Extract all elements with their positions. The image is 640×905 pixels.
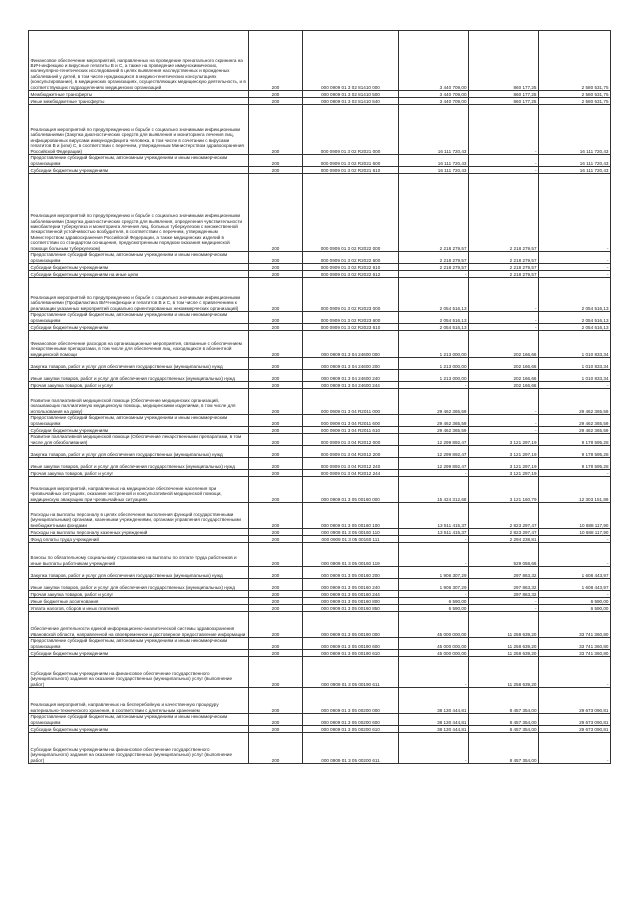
table-row — [29, 657, 611, 688]
cell-line-code: 200 — [249, 503, 303, 529]
cell-budget-code: 000 0909 01 3 05 00160 100 — [303, 503, 399, 529]
cell-approved: 2 218 279,57 — [399, 252, 469, 264]
cell-unexecuted: 1 010 833,34 — [539, 358, 611, 370]
cell-executed: 8 457 354,00 — [469, 733, 539, 764]
cell-line-code: 200 — [249, 458, 303, 470]
cell-line-code: 200 — [249, 733, 303, 764]
table-row — [29, 389, 611, 415]
cell-approved: 38 130 444,81 — [399, 714, 469, 726]
cell-budget-code: 000 0909 01 3 02 R2022 000 — [303, 174, 399, 252]
cell-executed: 8 457 354,00 — [469, 688, 539, 714]
cell-name: Субсидии бюджетным учреждениям — [29, 264, 249, 271]
cell-line-code: 200 — [249, 714, 303, 726]
table-row — [29, 591, 611, 598]
cell-approved: 1 213 000,00 — [399, 358, 469, 370]
cell-executed: 202 166,66 — [469, 358, 539, 370]
cell-name: Взносы по обязательному социальному страхованию на выплаты по оплате труда работников и иные выплаты работникам учреждений — [29, 543, 249, 567]
table-row — [29, 536, 611, 543]
cell-budget-code: 000 0909 01 3 05 00160 800 — [303, 598, 399, 605]
table-row — [29, 98, 611, 105]
cell-unexecuted: 1 010 833,34 — [539, 370, 611, 382]
cell-executed: 202 166,66 — [469, 382, 539, 389]
cell-name: Реализация мероприятий по предупреждению и борьбе с социально значимыми инфекционными заболеваниями (Закупка диагностических средств для выявления и мониторинга лечения лиц, инфицированных вирусами иммунодефицита человека, в том числе в сочетании с вирусами гепатитов В и (или) С, в соответствии с перечнем, утвержденным Министерством здравоохранения Российской Федерации) — [29, 105, 249, 155]
table-row — [29, 543, 611, 567]
cell-name: Иные закупки товаров, работ и услуг для обеспечения государственных (муниципальных) нужд — [29, 458, 249, 470]
cell-approved: 12 299 892,47 — [399, 446, 469, 458]
cell-name: Развитие паллиативной медицинской помощи (Обеспечение лекарственными препаратами, в том числе для обезболивания) — [29, 434, 249, 446]
cell-line-code: 200 — [249, 174, 303, 252]
cell-line-code: 200 — [249, 612, 303, 638]
cell-line-code: 200 — [249, 650, 303, 657]
cell-unexecuted: 6 590,00 — [539, 605, 611, 612]
cell-approved: - — [399, 591, 469, 598]
cell-unexecuted: 9 178 595,28 — [539, 434, 611, 446]
budget-table-body — [29, 31, 611, 764]
cell-unexecuted: - — [539, 382, 611, 389]
cell-name: Закупка товаров, работ и услуг для обеспечения государственных (муниципальных) нужд — [29, 358, 249, 370]
cell-budget-code: 000 0909 01 3 02 R2023 000 — [303, 278, 399, 312]
cell-budget-code: 000 0909 01 3 05 00160 110 — [303, 529, 399, 536]
cell-executed: - — [469, 105, 539, 155]
cell-name: Предоставление субсидий бюджетным, автономным учреждениям и иным некоммерческим организациям — [29, 155, 249, 167]
table-row — [29, 733, 611, 764]
table-row — [29, 427, 611, 434]
cell-budget-code: 000 0909 01 3 05 00160 244 — [303, 591, 399, 598]
cell-line-code: 200 — [249, 312, 303, 324]
cell-budget-code: 000 0909 01 3 04 R2011 000 — [303, 389, 399, 415]
table-row — [29, 358, 611, 370]
cell-unexecuted: - — [539, 271, 611, 278]
table-row — [29, 31, 611, 91]
cell-budget-code: 000 0909 01 3 04 24600 240 — [303, 370, 399, 382]
cell-budget-code: 000 0909 01 3 05 00190 610 — [303, 650, 399, 657]
table-row — [29, 726, 611, 733]
cell-unexecuted: 29 673 090,81 — [539, 714, 611, 726]
cell-name: Субсидии бюджетным учреждениям — [29, 650, 249, 657]
cell-approved: 38 130 444,81 — [399, 726, 469, 733]
table-row — [29, 714, 611, 726]
cell-unexecuted: 1 608 443,97 — [539, 567, 611, 579]
cell-approved: - — [399, 271, 469, 278]
cell-executed: 2 823 297,47 — [469, 529, 539, 536]
cell-line-code: 200 — [249, 389, 303, 415]
cell-name: Предоставление субсидий бюджетным, автономным учреждениям и иным некоммерческим организациям — [29, 312, 249, 324]
cell-executed: 11 258 639,20 — [469, 657, 539, 688]
cell-unexecuted: 2 580 531,75 — [539, 91, 611, 98]
cell-approved: 45 000 000,00 — [399, 638, 469, 650]
table-row — [29, 312, 611, 324]
cell-executed: 202 166,66 — [469, 331, 539, 358]
cell-line-code: 200 — [249, 536, 303, 543]
cell-line-code: 200 — [249, 31, 303, 91]
cell-executed: 860 177,25 — [469, 98, 539, 105]
table-row — [29, 174, 611, 252]
cell-executed: 860 177,25 — [469, 91, 539, 98]
cell-line-code: 200 — [249, 358, 303, 370]
cell-budget-code: 000 0909 01 3 02 R2022 610 — [303, 264, 399, 271]
cell-budget-code: 000 0909 01 3 04 24600 000 — [303, 331, 399, 358]
cell-budget-code: 000 0909 01 3 05 00200 611 — [303, 733, 399, 764]
cell-budget-code: 000 0909 01 3 04 R2012 000 — [303, 434, 399, 446]
cell-unexecuted: - — [539, 174, 611, 252]
cell-name: Расходы на выплаты персоналу казенных учреждений — [29, 529, 249, 536]
cell-line-code: 200 — [249, 598, 303, 605]
cell-approved: 29 462 365,59 — [399, 389, 469, 415]
table-row — [29, 567, 611, 579]
cell-unexecuted: - — [539, 591, 611, 598]
cell-unexecuted: 2 054 516,13 — [539, 278, 611, 312]
table-row — [29, 271, 611, 278]
cell-name: Реализация мероприятий, направленных на медицинское обеспечение населения при чрезвычайных ситуациях, оказание экстренной и консультативной медицинской помощи, медицинскую эвакуацию при чрезвычайных ситуациях — [29, 477, 249, 503]
cell-unexecuted: 10 688 117,90 — [539, 529, 611, 536]
cell-unexecuted: - — [539, 657, 611, 688]
cell-approved: 45 000 000,00 — [399, 612, 469, 638]
cell-name: Закупка товаров, работ и услуг для обеспечения государственных (муниципальных) нужд — [29, 446, 249, 458]
cell-budget-code: 000 0909 01 3 05 00160 850 — [303, 605, 399, 612]
cell-unexecuted: 6 590,00 — [539, 598, 611, 605]
cell-name: Иные межбюджетные трансферты — [29, 98, 249, 105]
cell-budget-code: 000 0909 01 3 02 81410 000 — [303, 31, 399, 91]
cell-line-code: 200 — [249, 579, 303, 591]
cell-budget-code: 000 0909 01 3 04 R2012 200 — [303, 446, 399, 458]
cell-unexecuted: 29 673 090,81 — [539, 726, 611, 733]
cell-unexecuted: 9 178 595,28 — [539, 458, 611, 470]
cell-name: Межбюджетные трансферты — [29, 91, 249, 98]
cell-executed: 3 121 297,19 — [469, 458, 539, 470]
cell-line-code: 200 — [249, 98, 303, 105]
cell-approved: 15 424 312,68 — [399, 477, 469, 503]
cell-approved: 2 054 516,13 — [399, 278, 469, 312]
cell-executed: - — [469, 389, 539, 415]
cell-executed: 8 457 354,00 — [469, 726, 539, 733]
table-row — [29, 252, 611, 264]
cell-budget-code: 000 0909 01 3 05 00200 610 — [303, 726, 399, 733]
cell-executed: 2 218 279,57 — [469, 174, 539, 252]
table-row — [29, 167, 611, 174]
cell-unexecuted: - — [539, 536, 611, 543]
table-row — [29, 688, 611, 714]
cell-line-code: 200 — [249, 591, 303, 598]
cell-budget-code: 000 0909 01 3 02 R2022 600 — [303, 252, 399, 264]
cell-executed: 2 218 279,57 — [469, 271, 539, 278]
cell-unexecuted: 10 688 117,90 — [539, 503, 611, 529]
cell-executed: - — [469, 312, 539, 324]
cell-budget-code: 000 0909 01 3 05 00160 119 — [303, 543, 399, 567]
cell-name: Субсидии бюджетным учреждениям — [29, 427, 249, 434]
table-row — [29, 278, 611, 312]
cell-approved: 16 111 720,43 — [399, 167, 469, 174]
cell-approved: 2 054 516,13 — [399, 312, 469, 324]
cell-line-code: 200 — [249, 638, 303, 650]
cell-approved: - — [399, 733, 469, 764]
cell-line-code: 200 — [249, 331, 303, 358]
cell-executed: - — [469, 598, 539, 605]
cell-name: Прочая закупка товаров, работ и услуг — [29, 470, 249, 477]
cell-approved: 16 111 720,43 — [399, 155, 469, 167]
cell-executed: 2 823 297,47 — [469, 503, 539, 529]
cell-budget-code: 000 0909 01 3 05 00200 000 — [303, 688, 399, 714]
cell-line-code: 200 — [249, 446, 303, 458]
cell-name: Предоставление субсидий бюджетным, автономным учреждениям и иным некоммерческим организациям — [29, 252, 249, 264]
cell-budget-code: 000 0909 01 3 02 R2023 600 — [303, 312, 399, 324]
cell-executed: 297 863,32 — [469, 579, 539, 591]
cell-unexecuted: 29 462 365,59 — [539, 427, 611, 434]
table-row — [29, 503, 611, 529]
cell-name: Предоставление субсидий бюджетным, автономным учреждениям и иным некоммерческим организациям — [29, 714, 249, 726]
cell-executed: 2 218 279,57 — [469, 264, 539, 271]
cell-line-code: 200 — [249, 567, 303, 579]
cell-approved: 29 462 365,59 — [399, 427, 469, 434]
cell-budget-code: 000 0909 01 3 04 R2011 610 — [303, 427, 399, 434]
cell-approved: - — [399, 470, 469, 477]
cell-line-code: 200 — [249, 543, 303, 567]
cell-approved: 2 218 279,57 — [399, 264, 469, 271]
cell-executed: - — [469, 155, 539, 167]
cell-unexecuted: 1 608 443,97 — [539, 579, 611, 591]
cell-unexecuted: - — [539, 543, 611, 567]
cell-executed: 2 294 238,81 — [469, 536, 539, 543]
cell-line-code: 200 — [249, 605, 303, 612]
cell-name: Уплата налогов, сборов и иных платежей — [29, 605, 249, 612]
cell-budget-code: 000 0909 01 3 02 R2021 000 — [303, 105, 399, 155]
cell-executed: 8 457 354,00 — [469, 714, 539, 726]
cell-unexecuted: - — [539, 264, 611, 271]
cell-approved: 29 462 365,59 — [399, 415, 469, 427]
cell-executed: - — [469, 324, 539, 331]
cell-name: Закупка товаров, работ и услуг для обеспечения государственных (муниципальных) нужд — [29, 567, 249, 579]
cell-budget-code: 000 0909 01 3 02 R2021 610 — [303, 167, 399, 174]
cell-budget-code: 000 0909 01 3 04 R2011 600 — [303, 415, 399, 427]
cell-line-code: 200 — [249, 155, 303, 167]
cell-budget-code: 000 0909 01 3 02 81410 500 — [303, 91, 399, 98]
cell-line-code: 200 — [249, 278, 303, 312]
cell-line-code: 200 — [249, 415, 303, 427]
cell-line-code: 200 — [249, 726, 303, 733]
cell-name: Предоставление субсидий бюджетным, автономным учреждениям и иным некоммерческим организациям — [29, 638, 249, 650]
cell-name: Развитие паллиативной медицинской помощи (Обеспечение медицинских организаций, оказывающих паллиативную медицинскую помощь, медицинскими изделиями, в том числе для использования на дому) — [29, 389, 249, 415]
cell-approved: 12 299 892,47 — [399, 458, 469, 470]
cell-unexecuted: 2 580 531,75 — [539, 31, 611, 91]
cell-line-code: 200 — [249, 529, 303, 536]
cell-line-code: 200 — [249, 382, 303, 389]
table-row — [29, 529, 611, 536]
cell-unexecuted: 2 054 516,13 — [539, 312, 611, 324]
cell-executed: - — [469, 415, 539, 427]
cell-approved: 6 590,00 — [399, 605, 469, 612]
cell-line-code: 200 — [249, 264, 303, 271]
cell-budget-code: 000 0909 01 3 04 R2012 240 — [303, 458, 399, 470]
cell-budget-code: 000 0909 01 3 04 R2012 244 — [303, 470, 399, 477]
cell-name: Иные бюджетные ассигнования — [29, 598, 249, 605]
cell-budget-code: 000 0909 01 3 05 00160 200 — [303, 567, 399, 579]
cell-executed: 11 258 639,20 — [469, 638, 539, 650]
table-row — [29, 579, 611, 591]
cell-budget-code: 000 0909 01 3 02 R2021 600 — [303, 155, 399, 167]
cell-approved: - — [399, 543, 469, 567]
cell-name: Расходы на выплаты персоналу в целях обеспечения выполнения функций государственными (муниципальными) органами, казенными учреждениями, органами управления государственными внебюджетными фондами — [29, 503, 249, 529]
cell-approved: 13 511 415,37 — [399, 503, 469, 529]
cell-unexecuted: 16 111 720,43 — [539, 105, 611, 155]
cell-budget-code: 000 0909 01 3 02 81410 540 — [303, 98, 399, 105]
cell-unexecuted: 29 462 365,59 — [539, 389, 611, 415]
cell-executed: - — [469, 427, 539, 434]
cell-name: Прочая закупка товаров, работ и услуг — [29, 591, 249, 598]
table-row — [29, 650, 611, 657]
cell-line-code: 200 — [249, 370, 303, 382]
cell-unexecuted: 33 741 360,80 — [539, 612, 611, 638]
table-row — [29, 415, 611, 427]
cell-approved: 2 218 279,57 — [399, 174, 469, 252]
cell-executed: 202 166,66 — [469, 370, 539, 382]
cell-approved: 3 440 709,00 — [399, 31, 469, 91]
table-row — [29, 382, 611, 389]
cell-executed: 3 121 297,19 — [469, 446, 539, 458]
cell-name: Субсидии бюджетным учреждениям — [29, 324, 249, 331]
cell-approved: 3 440 709,00 — [399, 91, 469, 98]
cell-line-code: 200 — [249, 434, 303, 446]
table-row — [29, 458, 611, 470]
cell-budget-code: 000 0909 01 3 05 00190 000 — [303, 612, 399, 638]
cell-executed: 2 218 279,57 — [469, 252, 539, 264]
cell-name: Субсидии бюджетным учреждениям — [29, 167, 249, 174]
cell-unexecuted: - — [539, 252, 611, 264]
cell-budget-code: 000 0909 01 3 02 R2023 610 — [303, 324, 399, 331]
cell-unexecuted: 1 010 833,34 — [539, 331, 611, 358]
cell-executed: 11 258 639,20 — [469, 650, 539, 657]
cell-name: Субсидии бюджетным учреждениям на финансовое обеспечение государственного (муниципального) задания на оказание государственных (муниципальных) услуг (выполнение работ) — [29, 733, 249, 764]
cell-budget-code: 000 0909 01 3 05 00190 600 — [303, 638, 399, 650]
cell-approved: 1 213 000,00 — [399, 331, 469, 358]
cell-budget-code: 000 0909 01 3 04 24600 244 — [303, 382, 399, 389]
cell-unexecuted: 33 741 360,80 — [539, 638, 611, 650]
cell-name: Реализация мероприятий по предупреждению и борьбе с социально значимыми инфекционными заболеваниями (Закупка диагностических средств для выявления, определения чувствительности микобактерии туберкулеза и мониторинга лечения лиц, больных туберкулезом с множественной лекарственной устойчивостью возбудителя, в соответствии с перечнем, утвержденным Министерством здравоохранения Российской Федерации, а также медицинских изделий в соответствии со стандартом оснащения, предусмотренным порядком оказания медицинской помощи больным туберкулезом) — [29, 174, 249, 252]
cell-approved: 1 213 000,00 — [399, 370, 469, 382]
cell-name: Субсидии бюджетным учреждениям на иные цели — [29, 271, 249, 278]
cell-unexecuted: - — [539, 470, 611, 477]
cell-executed: 3 121 160,79 — [469, 477, 539, 503]
cell-name: Фонд оплаты труда учреждений — [29, 536, 249, 543]
cell-name: Финансовое обеспечение расходов на организационные мероприятия, связанные с обеспечением лекарственными препаратами, в том числе для обеспечения лиц, находящихся в абонентной медицинской помощи — [29, 331, 249, 358]
cell-executed: - — [469, 167, 539, 174]
cell-executed: 860 177,25 — [469, 31, 539, 91]
cell-executed: - — [469, 605, 539, 612]
table-row — [29, 605, 611, 612]
cell-budget-code: 000 0909 01 3 05 00200 600 — [303, 714, 399, 726]
table-row — [29, 434, 611, 446]
cell-unexecuted: 16 111 720,43 — [539, 155, 611, 167]
cell-line-code: 200 — [249, 324, 303, 331]
cell-executed: 3 121 297,19 — [469, 470, 539, 477]
cell-approved: 12 299 892,47 — [399, 434, 469, 446]
cell-approved: 1 906 307,29 — [399, 579, 469, 591]
cell-unexecuted: 29 673 090,81 — [539, 688, 611, 714]
cell-name: Финансовое обеспечение мероприятий, направленных на проведение пренатального скрининга на ВИЧ-инфекцию и вирусные гепатиты В и С, а также на проведение иммунохимических, молекулярно-генетических исследований в целях выявления наследственных и врожденных заболеваний у детей, в том числе нуждающихся в медико-генетических консультациях (консультирование), в медицинских организациях, осуществляющих медицинскую деятельность, и в соответствующих подразделениях медицинских организаций — [29, 31, 249, 91]
cell-name: Иные закупки товаров, работ и услуг для обеспечения государственных (муниципальных) нужд — [29, 370, 249, 382]
table-row — [29, 155, 611, 167]
cell-approved: 16 111 720,43 — [399, 105, 469, 155]
table-row — [29, 638, 611, 650]
cell-executed: 297 863,32 — [469, 567, 539, 579]
cell-name: Субсидии бюджетным учреждениям на финансовое обеспечение государственного (муниципального) задания на оказание государственных (муниципальных) услуг (выполнение работ) — [29, 657, 249, 688]
cell-budget-code: 000 0909 01 3 02 R2022 612 — [303, 271, 399, 278]
cell-unexecuted: - — [539, 733, 611, 764]
table-row — [29, 324, 611, 331]
cell-line-code: 200 — [249, 477, 303, 503]
cell-executed: 3 121 297,19 — [469, 434, 539, 446]
cell-unexecuted: 9 178 595,28 — [539, 446, 611, 458]
table-row — [29, 446, 611, 458]
cell-name: Реализация мероприятий по предупреждению и борьбе с социально значимыми инфекционными заболеваниями (Профилактика ВИЧ-инфекции и гепатитов В и С, в том числе с привлечением к реализации указанных мероприятий социально ориентированных некоммерческих организаций) — [29, 278, 249, 312]
table-row — [29, 105, 611, 155]
cell-budget-code: 000 0909 01 3 05 00160 111 — [303, 536, 399, 543]
cell-executed: 11 258 639,20 — [469, 612, 539, 638]
cell-budget-code: 000 0909 01 3 04 24600 200 — [303, 358, 399, 370]
cell-line-code: 200 — [249, 688, 303, 714]
budget-table — [28, 30, 611, 764]
cell-approved: - — [399, 382, 469, 389]
table-row — [29, 264, 611, 271]
table-row — [29, 612, 611, 638]
table-row — [29, 470, 611, 477]
cell-line-code: 200 — [249, 271, 303, 278]
cell-executed: 529 058,66 — [469, 543, 539, 567]
cell-name: Реализация мероприятий, направленных на бесперебойную и качественную процедуру материально-технического хранения, в соответствии с длительным хранением — [29, 688, 249, 714]
cell-budget-code: 000 0909 01 3 05 00160 240 — [303, 579, 399, 591]
cell-unexecuted: 29 462 365,59 — [539, 415, 611, 427]
cell-executed: 297 863,32 — [469, 591, 539, 598]
cell-line-code: 200 — [249, 105, 303, 155]
cell-approved: 3 440 709,00 — [399, 98, 469, 105]
cell-budget-code: 000 0909 01 3 05 00190 611 — [303, 657, 399, 688]
cell-name: Иные закупки товаров, работ и услуг для обеспечения государственных (муниципальных) нужд — [29, 579, 249, 591]
cell-unexecuted: 16 111 720,43 — [539, 167, 611, 174]
cell-name: Предоставление субсидий бюджетным, автономным учреждениям и иным некоммерческим организациям — [29, 415, 249, 427]
cell-line-code: 200 — [249, 657, 303, 688]
cell-approved: 38 130 444,81 — [399, 688, 469, 714]
cell-approved: - — [399, 536, 469, 543]
table-row — [29, 477, 611, 503]
cell-budget-code: 000 0909 01 3 05 00160 000 — [303, 477, 399, 503]
table-row — [29, 331, 611, 358]
cell-approved: 1 906 307,29 — [399, 567, 469, 579]
cell-name: Прочая закупка товаров, работ и услуг — [29, 382, 249, 389]
cell-approved: - — [399, 657, 469, 688]
cell-name: Обеспечение деятельности единой информационно-аналитической системы здравоохранения Ивановской области, направленной на своевременное и достоверное предоставление информации — [29, 612, 249, 638]
cell-line-code: 200 — [249, 470, 303, 477]
cell-approved: 6 590,00 — [399, 598, 469, 605]
cell-line-code: 200 — [249, 91, 303, 98]
cell-line-code: 200 — [249, 167, 303, 174]
cell-unexecuted: 2 580 531,75 — [539, 98, 611, 105]
table-row — [29, 598, 611, 605]
cell-executed: - — [469, 278, 539, 312]
cell-line-code: 200 — [249, 427, 303, 434]
table-row — [29, 91, 611, 98]
cell-unexecuted: 2 054 516,13 — [539, 324, 611, 331]
cell-approved: 13 511 415,37 — [399, 529, 469, 536]
cell-approved: 2 054 516,13 — [399, 324, 469, 331]
table-row — [29, 370, 611, 382]
cell-unexecuted: 33 741 360,80 — [539, 650, 611, 657]
cell-approved: 45 000 000,00 — [399, 650, 469, 657]
cell-line-code: 200 — [249, 252, 303, 264]
cell-name: Субсидии бюджетным учреждениям — [29, 726, 249, 733]
cell-unexecuted: 12 303 151,89 — [539, 477, 611, 503]
